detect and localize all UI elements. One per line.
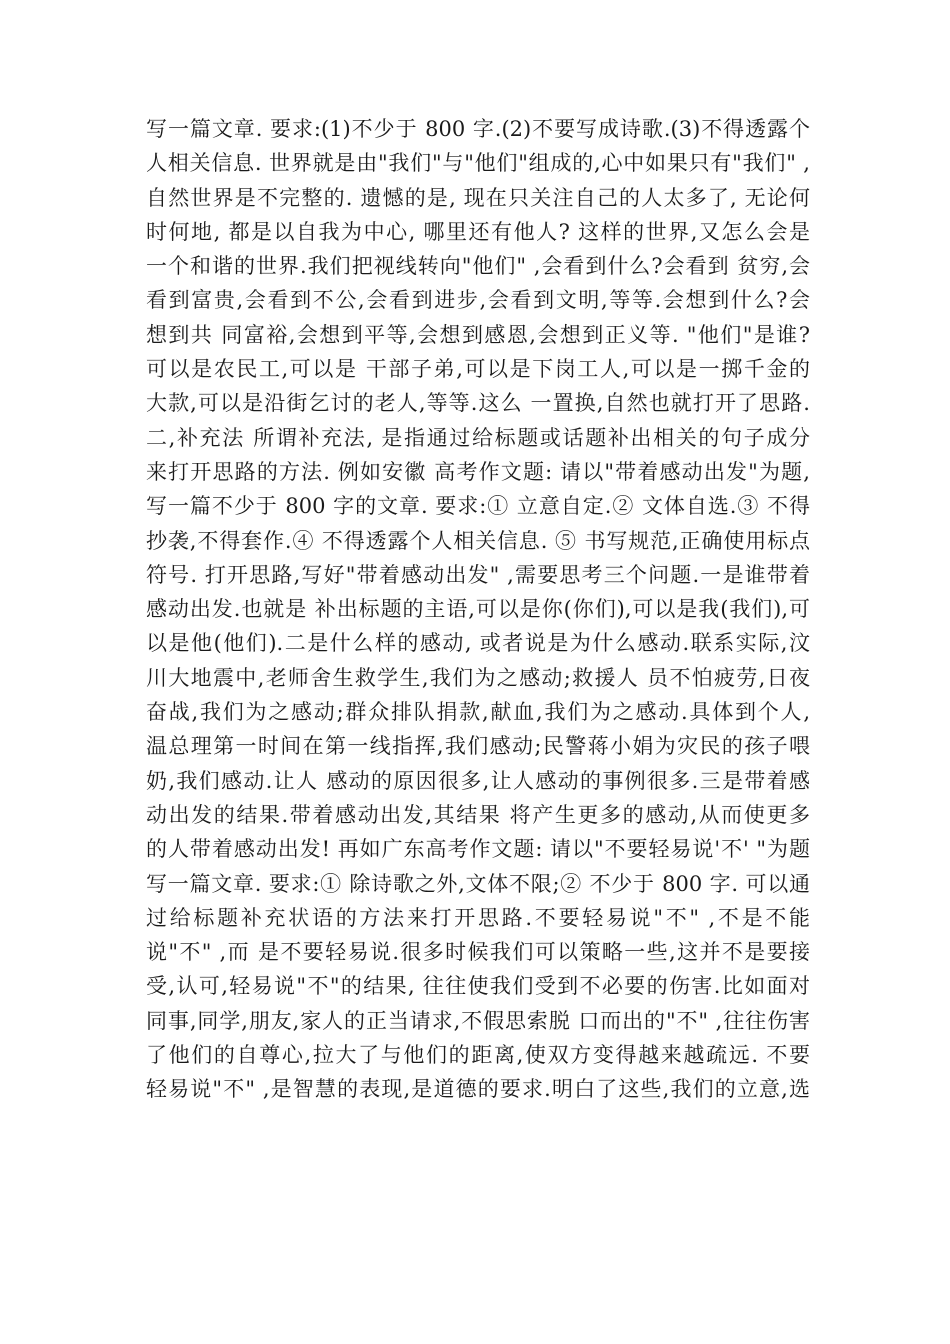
text-line: 人相关信息. 世界就是由"我们"与"他们"组成的,心中如果只有"我们" , [146, 151, 810, 176]
text-line: 同事,同学,朋友,家人的正当请求,不假思索脱 口而出的"不" ,往往伤害 [146, 1008, 810, 1033]
text-line: 写一篇文章. 要求:① 除诗歌之外,文体不限;② 不少于 800 字. 可以通 [146, 871, 810, 896]
text-line: 二,补充法 所谓补充法, 是指通过给标题或话题补出相关的句子成分 [146, 425, 810, 450]
text-line: 时何地, 都是以自我为中心, 哪里还有他人? 这样的世界,又怎么会是 [146, 219, 810, 244]
body-text [146, 112, 810, 1107]
text-line: 奶,我们感动.让人 感动的原因很多,让人感动的事例很多.三是带着感 [146, 768, 810, 793]
text-line: 的人带着感动出发! 再如广东高考作文题: 请以"不要轻易说'不' "为题 [146, 837, 810, 862]
text-line: 可以是农民工,可以是 干部子弟,可以是下岗工人,可以是一掷千金的 [146, 357, 810, 382]
text-line: 写一篇不少于 800 字的文章. 要求:① 立意自定.② 文体自选.③ 不得 [146, 494, 810, 519]
text-line: 以是他(他们).二是什么样的感动, 或者说是为什么感动.联系实际,汶 [146, 631, 810, 656]
text-line: 了他们的自尊心,拉大了与他们的距离,使双方变得越来越疏远. 不要 [146, 1043, 810, 1068]
text-line: 符号. 打开思路,写好"带着感动出发" ,需要思考三个问题.一是谁带着 [146, 562, 810, 587]
text-line: 看到富贵,会看到不公,会看到进步,会看到文明,等等.会想到什么?会 [146, 288, 810, 313]
text-line: 奋战,我们为之感动;群众排队捐款,献血,我们为之感动.具体到个人, [146, 700, 810, 725]
text-line: 抄袭,不得套作.④ 不得透露个人相关信息. ⑤ 书写规范,正确使用标点 [146, 528, 810, 553]
text-line: 想到共 同富裕,会想到平等,会想到感恩,会想到正义等. "他们"是谁? [146, 322, 810, 347]
text-line: 自然世界是不完整的. 遗憾的是, 现在只关注自己的人太多了, 无论何 [146, 185, 810, 210]
text-line: 受,认可,轻易说"不"的结果, 往往使我们受到不必要的伤害.比如面对 [146, 974, 810, 999]
text-line: 说"不" ,而 是不要轻易说.很多时候我们可以策略一些,这并不是要接 [146, 940, 810, 965]
text-line: 感动出发.也就是 补出标题的主语,可以是你(你们),可以是我(我们),可 [146, 597, 810, 622]
text-line: 写一篇文章. 要求:(1)不少于 800 字.(2)不要写成诗歌.(3)不得透露个 [146, 117, 810, 141]
text-line: 动出发的结果.带着感动出发,其结果 将产生更多的感动,从而使更多 [146, 802, 810, 827]
text-line: 大款,可以是沿街乞讨的老人,等等.这么 一置换,自然也就打开了思路. [146, 391, 810, 416]
text-line: 川大地震中,老师舍生救学生,我们为之感动;救援人 员不怕疲劳,日夜 [146, 665, 810, 690]
text-line: 温总理第一时间在第一线指挥,我们感动;民警蒋小娟为灾民的孩子喂 [146, 734, 810, 759]
text-line: 一个和谐的世界.我们把视线转向"他们" ,会看到什么?会看到 贫穷,会 [146, 254, 810, 279]
text-line: 过给标题补充状语的方法来打开思路.不要轻易说"不" ,不是不能 [146, 905, 810, 930]
text-line: 轻易说"不" ,是智慧的表现,是道德的要求.明白了这些,我们的立意,选 [146, 1077, 810, 1102]
text-line: 来打开思路的方法. 例如安徽 高考作文题: 请以"带着感动出发"为题, [146, 459, 810, 484]
